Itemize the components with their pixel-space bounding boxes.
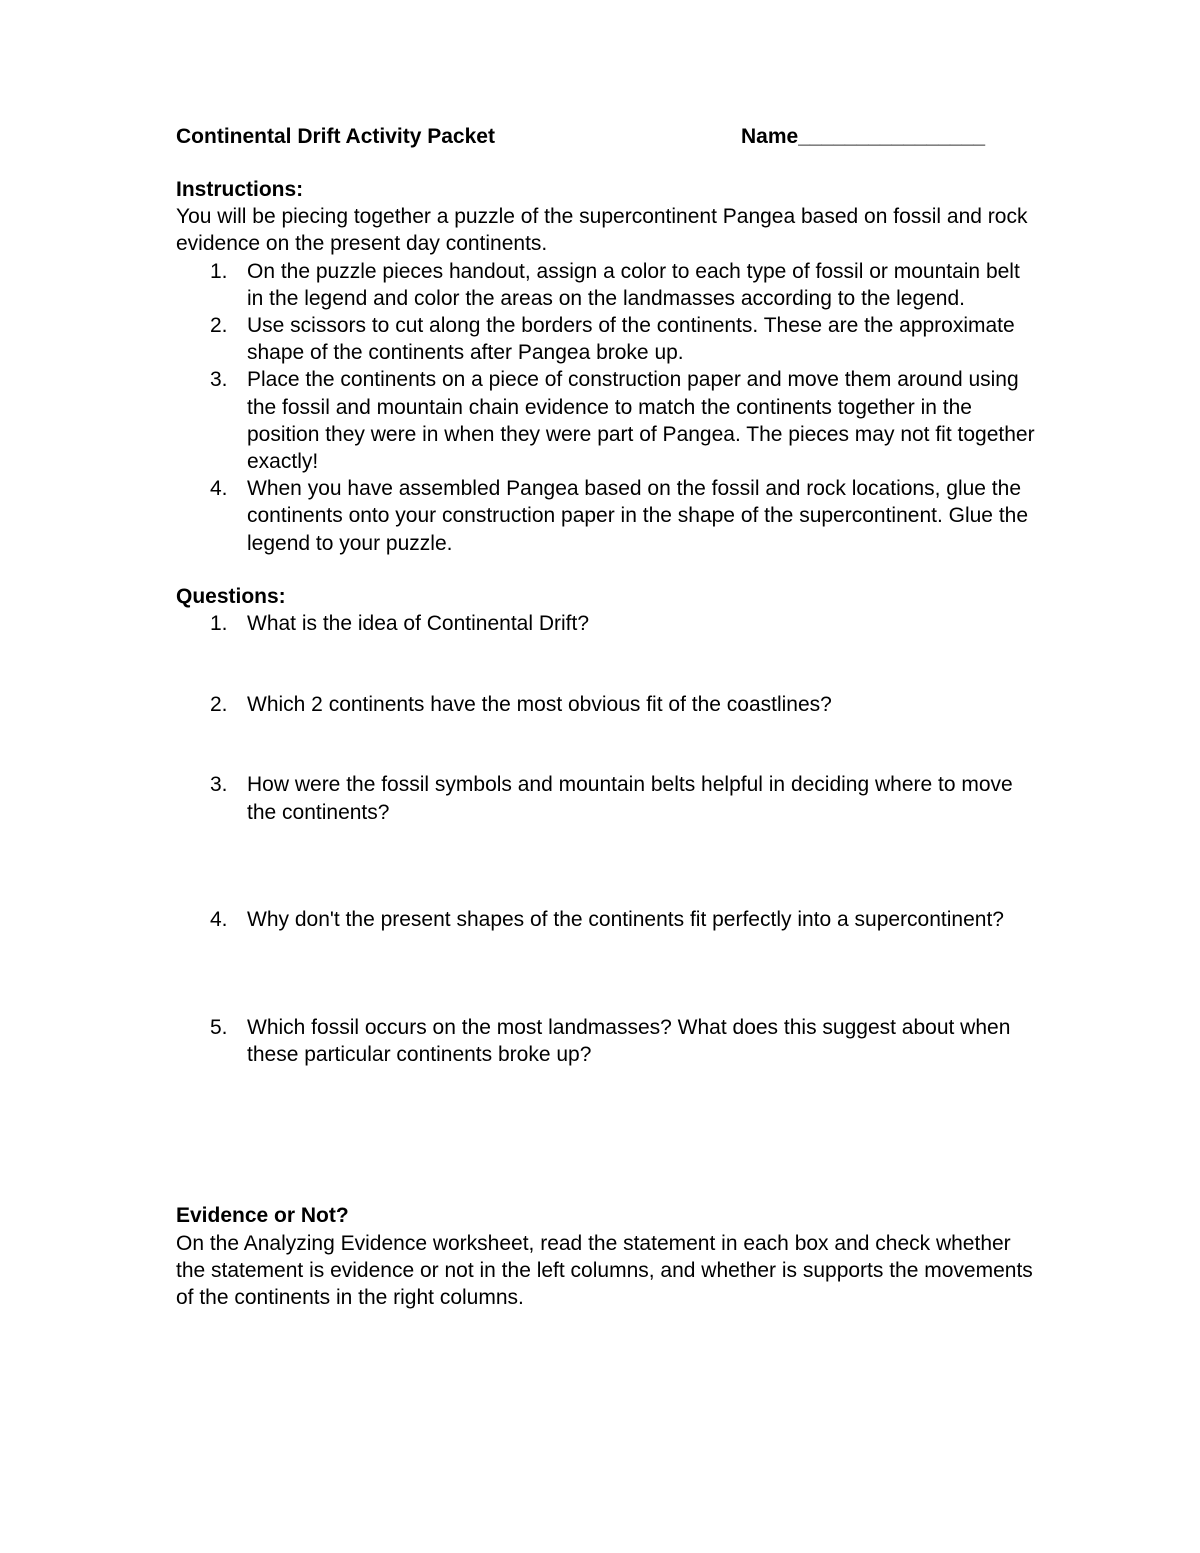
evidence-section bbox=[176, 1202, 1036, 1311]
questions-list bbox=[176, 610, 1036, 1068]
evidence-text: On the Analyzing Evidence worksheet, read the statement in each box and check whether the statement is evidence or not in the left columns, and whether is supports the movements of the continents in the right columns. bbox=[176, 1231, 1033, 1310]
instruction-step bbox=[176, 258, 1036, 312]
question-item bbox=[176, 610, 1036, 637]
step-text: Place the continents on a piece of construction paper and move them around using the fossil and mountain chain evidence to match the continents together in the position they were in when they were part of Pangea. The pieces may not fit together exactly! bbox=[247, 368, 1035, 474]
question-text: Which 2 continents have the most obvious fit of the coastlines? bbox=[247, 693, 832, 717]
instruction-step bbox=[176, 366, 1036, 475]
header-row bbox=[176, 123, 1036, 151]
step-number: 1. bbox=[210, 259, 228, 283]
evidence-heading: Evidence or Not? bbox=[176, 1204, 349, 1228]
step-number: 3. bbox=[210, 368, 228, 392]
step-text: Use scissors to cut along the borders of the continents. These are the approximate shape of the continents after Pangea broke up. bbox=[247, 314, 1015, 365]
question-text: What is the idea of Continental Drift? bbox=[247, 612, 590, 636]
question-item bbox=[176, 1014, 1036, 1068]
document-page bbox=[176, 123, 1036, 1311]
instructions-heading: Instructions: bbox=[176, 178, 304, 201]
question-number: 4. bbox=[210, 907, 228, 931]
instructions-steps-list bbox=[176, 258, 1036, 557]
step-number: 2. bbox=[210, 314, 228, 338]
question-number: 1. bbox=[210, 612, 228, 636]
question-item bbox=[176, 771, 1036, 825]
question-item bbox=[176, 906, 1036, 933]
name-field-label: Name________________ bbox=[741, 125, 986, 148]
question-number: 5. bbox=[210, 1016, 228, 1040]
document-title: Continental Drift Activity Packet bbox=[176, 125, 495, 148]
step-number: 4. bbox=[210, 477, 228, 501]
questions-heading: Questions: bbox=[176, 584, 286, 608]
question-text: Why don't the present shapes of the continents fit perfectly into a supercontinent? bbox=[247, 907, 1004, 931]
step-text: On the puzzle pieces handout, assign a color to each type of fossil or mountain belt in the legend and color the areas on the landmasses according to the legend. bbox=[247, 259, 1020, 310]
instructions-section bbox=[176, 176, 1036, 557]
question-number: 2. bbox=[210, 693, 228, 717]
question-item bbox=[176, 691, 1036, 718]
question-text: How were the fossil symbols and mountain belts helpful in deciding where to move the continents? bbox=[247, 773, 1013, 824]
step-text: When you have assembled Pangea based on the fossil and rock locations, glue the continents onto your construction paper in the shape of the supercontinent. Glue the legend to your puzzle. bbox=[247, 477, 1029, 555]
instruction-step bbox=[176, 475, 1036, 557]
instruction-step bbox=[176, 312, 1036, 366]
questions-section bbox=[176, 583, 1036, 1069]
instructions-intro: You will be piecing together a puzzle of the supercontinent Pangea based on fossil and rock evidence on the present day continents. bbox=[176, 205, 1028, 256]
question-text: Which fossil occurs on the most landmasses? What does this suggest about when these particular continents broke up? bbox=[247, 1016, 1011, 1067]
question-number: 3. bbox=[210, 773, 228, 797]
